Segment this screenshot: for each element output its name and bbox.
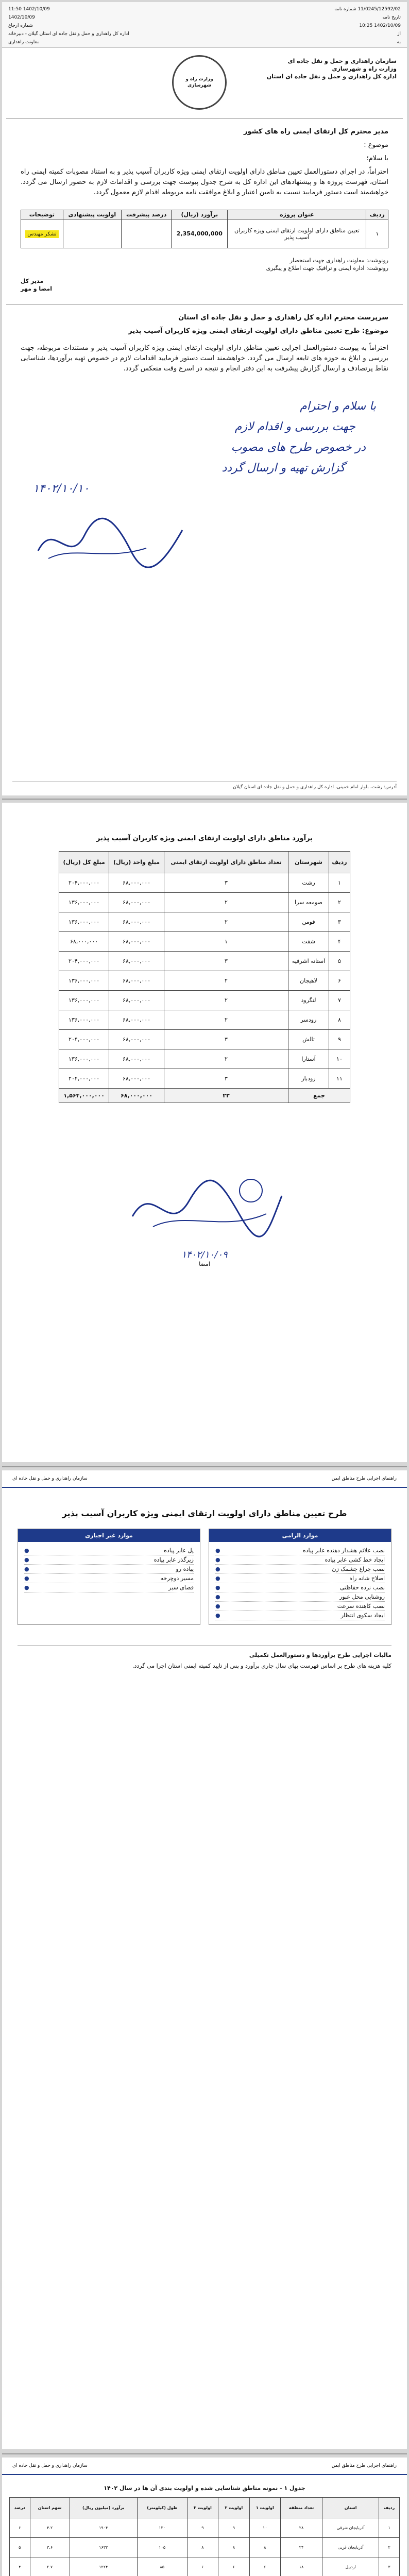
col-header: مبلغ واحد (ریال) bbox=[109, 852, 164, 873]
hand-line: گزارش تهیه و ارسال گردد bbox=[221, 462, 345, 474]
cell: ۱۱ bbox=[329, 1069, 350, 1089]
cell: ۴ bbox=[329, 932, 350, 952]
list-item bbox=[215, 1546, 385, 1555]
cell: ۱۳۶,۰۰۰,۰۰۰ bbox=[59, 1010, 109, 1030]
letter-footer: آدرس: رشت، بلوار امام خمینی، اداره کل راهداری و حمل و نقل جاده ای استان گیلان bbox=[12, 782, 397, 790]
table-total-row bbox=[59, 1089, 350, 1103]
cell: ۵ bbox=[10, 2538, 30, 2557]
list-item-label: نصب کاهنده سرعت bbox=[337, 1603, 385, 1609]
cell: آستارا bbox=[288, 1049, 329, 1069]
cell: شفت bbox=[288, 932, 329, 952]
optional-column bbox=[18, 1529, 200, 1625]
hand-line: جهت بررسی و اقدام لازم bbox=[234, 420, 355, 433]
page-4 bbox=[2, 2458, 407, 2576]
signature-line: امضا و مهر bbox=[21, 285, 52, 292]
cell: ۲.۷ bbox=[30, 2557, 70, 2576]
cell: ۶ bbox=[329, 971, 350, 991]
plan-footer-body: کلیه هزینه های طرح بر اساس فهرست بهای سال جاری برآورد و پس از تایید کمیته ایمنی استان اجرا می گردد. bbox=[132, 1663, 391, 1669]
cell: ۵ bbox=[329, 952, 350, 971]
meta-line: 1402/10/09 10:25 شماره ارجاع bbox=[8, 23, 401, 28]
referral-note bbox=[2, 308, 407, 386]
cell: ۳ bbox=[164, 873, 288, 893]
cell: ۲۰۴,۰۰۰,۰۰۰ bbox=[59, 1069, 109, 1089]
hand-line: ۱۴۰۲/۱۰/۱۰ bbox=[33, 482, 90, 495]
list-item bbox=[24, 1546, 194, 1555]
cell: ۲۰۴,۰۰۰,۰۰۰ bbox=[59, 952, 109, 971]
signature-area bbox=[2, 1103, 407, 1268]
table-row bbox=[10, 2518, 400, 2538]
cell: 2,354,000,000 bbox=[172, 219, 228, 248]
note-heading: سرپرست محترم اداره کل راهداری و حمل و نقل جاده ای استان bbox=[178, 314, 388, 321]
cell: ۳ bbox=[164, 1030, 288, 1049]
letterhead bbox=[2, 48, 407, 115]
bullet-icon: ● bbox=[24, 1547, 29, 1554]
cell: آذربایجان غربی bbox=[322, 2538, 379, 2557]
list-item-label: نصب علائم هشدار دهنده عابر پیاده bbox=[302, 1547, 385, 1554]
optional-list bbox=[18, 1542, 200, 1597]
cell: ۱ bbox=[379, 2518, 400, 2538]
doc-header bbox=[2, 1470, 407, 1488]
cell: ۳ bbox=[379, 2557, 400, 2576]
cell: آستانه اشرفیه bbox=[288, 952, 329, 971]
cell: ۸ bbox=[249, 2538, 280, 2557]
list-item-label: فضای سبز bbox=[168, 1584, 194, 1591]
table-row bbox=[59, 873, 350, 893]
cell: ۱ bbox=[164, 932, 288, 952]
budget-table-wrap bbox=[2, 851, 407, 1103]
cell: ۶ bbox=[249, 2557, 280, 2576]
col-header: اولویت ۱ bbox=[249, 2498, 280, 2518]
cell: ۳.۶ bbox=[30, 2538, 70, 2557]
page-1 bbox=[2, 2, 407, 795]
list-item bbox=[215, 1602, 385, 1611]
cell: تعیین مناطق دارای اولویت ارتقای ایمنی ویژه کاربران آسیب پذیر bbox=[228, 219, 366, 248]
table-row bbox=[59, 1069, 350, 1089]
bullet-icon: ● bbox=[215, 1584, 220, 1591]
signature-caption: امضا bbox=[199, 1261, 210, 1267]
col-header: ردیف bbox=[379, 2498, 400, 2518]
bullet-icon: ● bbox=[215, 1594, 220, 1600]
list-item-label: مسیر دوچرخه bbox=[160, 1575, 194, 1582]
recipient: مدیر محترم کل ارتقای ایمنی راه های کشور bbox=[243, 128, 388, 135]
col-header: شهرستان bbox=[288, 852, 329, 873]
cell: ۱۰ bbox=[249, 2518, 280, 2538]
hand-line: در خصوص طرح های مصوب bbox=[231, 441, 366, 454]
cell: ۲ bbox=[164, 991, 288, 1010]
cell: ۱۰ bbox=[329, 1049, 350, 1069]
bullet-icon: ● bbox=[215, 1547, 220, 1554]
table-header-row bbox=[59, 852, 350, 873]
table-header-row bbox=[21, 210, 388, 219]
cell: لنگرود bbox=[288, 991, 329, 1010]
meta-line: تاریخ نامه 1402/10/09 bbox=[8, 15, 401, 20]
meta-line: از اداره کل راهداری و حمل و نقل جاده ای استان گیلان - دبیرخانه bbox=[8, 31, 401, 37]
cell: ۱۳۶,۰۰۰,۰۰۰ bbox=[59, 971, 109, 991]
copy-line: رونوشت: معاونت راهداری جهت استحضار bbox=[289, 257, 388, 264]
required-column bbox=[209, 1529, 391, 1625]
list-item-label: ایجاد خط کشی عابر پیاده bbox=[325, 1556, 385, 1563]
bullet-icon: ● bbox=[24, 1566, 29, 1572]
list-item bbox=[215, 1574, 385, 1583]
cell: ۶۸,۰۰۰,۰۰۰ bbox=[109, 873, 164, 893]
list-item bbox=[24, 1555, 194, 1565]
cell bbox=[21, 219, 63, 248]
table-row bbox=[59, 912, 350, 932]
header-left: سازمان راهداری و حمل و نقل جاده ای bbox=[12, 1476, 88, 1481]
budget-rows bbox=[59, 873, 350, 1089]
meta-line: 11/0245/12592/02 شماره نامه 1402/10/09 11:50 bbox=[8, 7, 401, 12]
cell: جمع bbox=[288, 1089, 350, 1103]
plan-title: طرح تعیین مناطق دارای اولویت ارتقای ایمنی ویژه کاربران آسیب پذیر bbox=[62, 1509, 347, 1518]
copy-lines bbox=[2, 248, 407, 272]
handwritten-date: ۱۴۰۲/۱۰/۰۹ bbox=[181, 1249, 228, 1260]
cell: ۴.۲ bbox=[30, 2518, 70, 2538]
col-header: طول (کیلومتر) bbox=[137, 2498, 187, 2518]
cell: ۲ bbox=[164, 1010, 288, 1030]
copy-line: رونوشت: اداره ایمنی و ترافیک جهت اطلاع و پیگیری bbox=[266, 265, 388, 272]
province-rows bbox=[10, 2518, 400, 2576]
cell: ۱۳۶,۰۰۰,۰۰۰ bbox=[59, 991, 109, 1010]
table-row bbox=[59, 971, 350, 991]
col-header: تعداد منطقه bbox=[281, 2498, 322, 2518]
cell: ۶۸,۰۰۰,۰۰۰ bbox=[109, 991, 164, 1010]
cell: فومن bbox=[288, 912, 329, 932]
cell: ۶ bbox=[187, 2557, 218, 2576]
cell: ۱۳۶,۰۰۰,۰۰۰ bbox=[59, 912, 109, 932]
list-item-label: نصب چراغ چشمک زن bbox=[332, 1566, 385, 1572]
list-item bbox=[24, 1574, 194, 1583]
note-body: احتراماً به پیوست دستورالعمل اجرایی تعیین مناطق دارای اولویت ارتقای ایمنی ویژه کاربران آسیب پذیر و مستندات مربوطه، جهت بررسی و ابلاغ به حوزه های تابعه ارسال می گردد. خواهشمند است دستور فرمایید اقدامات لازم در خصوص تهیه برآوردها، شناسایی نقاط پرتصادف و ارسال گزارش پیشرفت به این دفتر انجام و نتیجه در اسرع وقت منعکس گردد. bbox=[21, 344, 388, 372]
signature-mark bbox=[33, 510, 188, 571]
cell: ۲ bbox=[329, 893, 350, 912]
org-line: وزارت راه و شهرسازی bbox=[332, 65, 397, 72]
emblem-text: وزارت راه و شهرسازی bbox=[185, 77, 213, 88]
table-row bbox=[59, 932, 350, 952]
table-row bbox=[59, 1030, 350, 1049]
cell: ۶ bbox=[218, 2557, 249, 2576]
table-row bbox=[59, 893, 350, 912]
letter-body bbox=[2, 122, 407, 210]
letter-meta bbox=[2, 2, 407, 48]
cell bbox=[121, 219, 171, 248]
cell: ۳ bbox=[164, 1069, 288, 1089]
cell: ۲ bbox=[164, 971, 288, 991]
table-header-row bbox=[10, 2498, 400, 2518]
cell: ۶۸,۰۰۰,۰۰۰ bbox=[109, 932, 164, 952]
cell: ۶۸,۰۰۰,۰۰۰ bbox=[109, 1010, 164, 1030]
cell: ۸ bbox=[187, 2538, 218, 2557]
cell: لاهیجان bbox=[288, 971, 329, 991]
list-item-label: نصب نرده حفاظتی bbox=[339, 1584, 385, 1591]
cell: ۱۹۰۴ bbox=[70, 2518, 137, 2538]
list-item-label: روشنایی محل عبور bbox=[339, 1594, 385, 1600]
cell: ۳ bbox=[329, 912, 350, 932]
page-gap bbox=[2, 2453, 407, 2454]
list-item bbox=[215, 1565, 385, 1574]
table-row bbox=[10, 2557, 400, 2576]
province-table-title: جدول ۱ - نمونه مناطق شناسایی شده و اولویت بندی آن ها در سال ۱۴۰۲ bbox=[104, 2485, 305, 2492]
cell: صومعه سرا bbox=[288, 893, 329, 912]
col-header: درصد پیشرفت bbox=[121, 210, 171, 219]
col-header: اولویت ۳ bbox=[187, 2498, 218, 2518]
col-header: برآورد (ریال) bbox=[172, 210, 228, 219]
handwritten-notes bbox=[2, 386, 407, 510]
col-header: تعداد مناطق دارای اولویت ارتقای ایمنی bbox=[164, 852, 288, 873]
emblem-logo bbox=[172, 55, 227, 110]
page-3 bbox=[2, 1470, 407, 2449]
cell: ۹ bbox=[218, 2518, 249, 2538]
budget-table bbox=[59, 851, 350, 1103]
header-right: راهنمای اجرایی طرح مناطق ایمن bbox=[331, 1476, 397, 1481]
org-line: اداره کل راهداری و حمل و نقل جاده ای استان bbox=[266, 73, 397, 80]
highlighted-stamp: تشکر مهندس bbox=[25, 230, 58, 238]
list-item bbox=[24, 1583, 194, 1592]
cell: ۶۸,۰۰۰,۰۰۰ bbox=[59, 932, 109, 952]
cell: ۶۸,۰۰۰,۰۰۰ bbox=[109, 1089, 164, 1103]
cell: ۷ bbox=[329, 991, 350, 1010]
cell: ۸۵ bbox=[137, 2557, 187, 2576]
table-row bbox=[59, 991, 350, 1010]
cell: ۲۴ bbox=[281, 2538, 322, 2557]
cell: ۱۲۲۴ bbox=[70, 2557, 137, 2576]
bullet-icon: ● bbox=[215, 1566, 220, 1572]
cell: اردبیل bbox=[322, 2557, 379, 2576]
bullet-icon: ● bbox=[215, 1575, 220, 1582]
cell: ۱۰۵ bbox=[137, 2538, 187, 2557]
cell: ۴ bbox=[10, 2557, 30, 2576]
header-right: راهنمای اجرایی طرح مناطق ایمن bbox=[331, 2463, 397, 2468]
cell: آذربایجان شرقی bbox=[322, 2518, 379, 2538]
budget-title: برآورد مناطق دارای اولویت ارتقای ایمنی ویژه کاربران آسیب پذیر bbox=[96, 835, 313, 842]
cell: ۸ bbox=[218, 2538, 249, 2557]
required-list bbox=[209, 1542, 391, 1624]
body-text: احتراماً، در اجرای دستورالعمل تعیین مناطق دارای اولویت ارتقای ایمنی ویژه کاربران آسیب پذیر و به استناد مصوبات کمیته ایمنی راه استان، فهرست پروژه ها و پیشنهادهای این اداره کل به شرح جدول پیوست جهت بررسی و اقدامات لازم به حضور ارسال می گردد. خواهشمند است دستور فرمایید نسبت به تامین اعتبار و ابلاغ موافقت نامه مربوطه اقدام لازم معمول گردد. bbox=[21, 168, 388, 196]
cell: ۱ bbox=[329, 873, 350, 893]
bullet-icon: ● bbox=[215, 1612, 220, 1619]
signature-block bbox=[2, 272, 407, 293]
list-item-label: پیاده رو bbox=[176, 1566, 194, 1572]
signature-line: مدیر کل bbox=[21, 278, 44, 284]
col-header: سهم استان bbox=[30, 2498, 70, 2518]
org-block bbox=[242, 57, 397, 80]
province-table bbox=[9, 2497, 400, 2576]
list-item-label: پل عابر پیاده bbox=[164, 1547, 194, 1554]
cell: ۹ bbox=[187, 2518, 218, 2538]
cell: ۶۸,۰۰۰,۰۰۰ bbox=[109, 893, 164, 912]
bullet-icon: ● bbox=[24, 1584, 29, 1591]
list-item bbox=[215, 1555, 385, 1565]
table-row bbox=[10, 2538, 400, 2557]
col-header: برآورد (میلیون ریال) bbox=[70, 2498, 137, 2518]
cell: ۲۰۴,۰۰۰,۰۰۰ bbox=[59, 873, 109, 893]
subject-label: موضوع : bbox=[364, 141, 388, 149]
plan-footer bbox=[18, 1646, 391, 1670]
org-line: سازمان راهداری و حمل و نقل جاده ای bbox=[287, 58, 397, 64]
doc-header bbox=[2, 2458, 407, 2475]
col-header: اولویت ۲ bbox=[218, 2498, 249, 2518]
table-row bbox=[21, 219, 388, 248]
list-item-label: اصلاح شانه راه bbox=[349, 1575, 385, 1582]
cell: ۶۸,۰۰۰,۰۰۰ bbox=[109, 1030, 164, 1049]
col-header: اولویت پیشنهادی bbox=[63, 210, 121, 219]
cell: ۹ bbox=[329, 1030, 350, 1049]
cell: ۱۳۶,۰۰۰,۰۰۰ bbox=[59, 1049, 109, 1069]
bullet-icon: ● bbox=[215, 1556, 220, 1563]
list-item-label: ایجاد سکوی انتظار bbox=[340, 1612, 385, 1619]
cell: ۲ bbox=[379, 2538, 400, 2557]
list-item bbox=[215, 1611, 385, 1620]
col-header: مبلغ کل (ریال) bbox=[59, 852, 109, 873]
page-gap bbox=[2, 799, 407, 800]
cell: ۶ bbox=[10, 2518, 30, 2538]
cell: ۶۸,۰۰۰,۰۰۰ bbox=[109, 1069, 164, 1089]
list-item-label: زیرگذر عابر پیاده bbox=[154, 1556, 194, 1563]
cell: ۲ bbox=[164, 912, 288, 932]
note-subject: موضوع: طرح تعیین مناطق دارای اولویت ارتقای ایمنی ویژه کاربران آسیب پذیر bbox=[128, 327, 388, 335]
plan-footer-title: مالیات اجرایی طرح برآوردها و دستورالعمل تکمیلی bbox=[249, 1652, 391, 1658]
cell: ۱ bbox=[366, 219, 388, 248]
page-2 bbox=[2, 803, 407, 1462]
table-row bbox=[59, 1049, 350, 1069]
cell: ۸ bbox=[329, 1010, 350, 1030]
table-row bbox=[59, 1010, 350, 1030]
col-header: توضیحات bbox=[21, 210, 63, 219]
cell: ۲۸ bbox=[281, 2518, 322, 2538]
project-table bbox=[21, 210, 388, 248]
cell: ۲۰۴,۰۰۰,۰۰۰ bbox=[59, 1030, 109, 1049]
bullet-icon: ● bbox=[24, 1556, 29, 1563]
cell: ۳ bbox=[164, 952, 288, 971]
bullet-icon: ● bbox=[24, 1575, 29, 1582]
cell: رودسر bbox=[288, 1010, 329, 1030]
greeting: با سلام؛ bbox=[366, 155, 388, 162]
optional-title: موارد غیر اجباری bbox=[18, 1529, 200, 1542]
signature-mark bbox=[122, 1165, 287, 1247]
cell: ۶۸,۰۰۰,۰۰۰ bbox=[109, 952, 164, 971]
cell: ۲ bbox=[164, 1049, 288, 1069]
cell: ۱۳۶,۰۰۰,۰۰۰ bbox=[59, 893, 109, 912]
cell: ۲۳ bbox=[164, 1089, 288, 1103]
col-header: ردیف bbox=[366, 210, 388, 219]
cell: ۱,۵۶۴,۰۰۰,۰۰۰ bbox=[59, 1089, 109, 1103]
list-item bbox=[215, 1592, 385, 1602]
required-title: موارد الزامی bbox=[209, 1529, 391, 1542]
table-row bbox=[59, 952, 350, 971]
signature-scribble bbox=[2, 510, 407, 573]
col-header: عنوان پروژه bbox=[228, 210, 366, 219]
col-header: درصد bbox=[10, 2498, 30, 2518]
cell: ۶۸,۰۰۰,۰۰۰ bbox=[109, 1049, 164, 1069]
cell: ۶۸,۰۰۰,۰۰۰ bbox=[109, 971, 164, 991]
cell: تالش bbox=[288, 1030, 329, 1049]
cell bbox=[63, 219, 121, 248]
project-table-wrap bbox=[2, 210, 407, 248]
cell: ۱۸ bbox=[281, 2557, 322, 2576]
list-item bbox=[24, 1565, 194, 1574]
page-gap bbox=[2, 1466, 407, 1467]
cell: ۲ bbox=[164, 893, 288, 912]
meta-line: به معاونت راهداری bbox=[8, 40, 401, 45]
cell: رودبار bbox=[288, 1069, 329, 1089]
cell: ۱۶۳۲ bbox=[70, 2538, 137, 2557]
cell: ۶۸,۰۰۰,۰۰۰ bbox=[109, 912, 164, 932]
bullet-icon: ● bbox=[215, 1603, 220, 1609]
list-item bbox=[215, 1583, 385, 1592]
col-header: استان bbox=[322, 2498, 379, 2518]
plan-columns bbox=[2, 1529, 407, 1625]
header-left: سازمان راهداری و حمل و نقل جاده ای bbox=[12, 2463, 88, 2468]
cell: ۱۲۰ bbox=[137, 2518, 187, 2538]
province-table-wrap bbox=[2, 2497, 407, 2576]
col-header: ردیف bbox=[329, 852, 350, 873]
cell: رشت bbox=[288, 873, 329, 893]
hand-line: با سلام و احترام bbox=[300, 400, 376, 413]
